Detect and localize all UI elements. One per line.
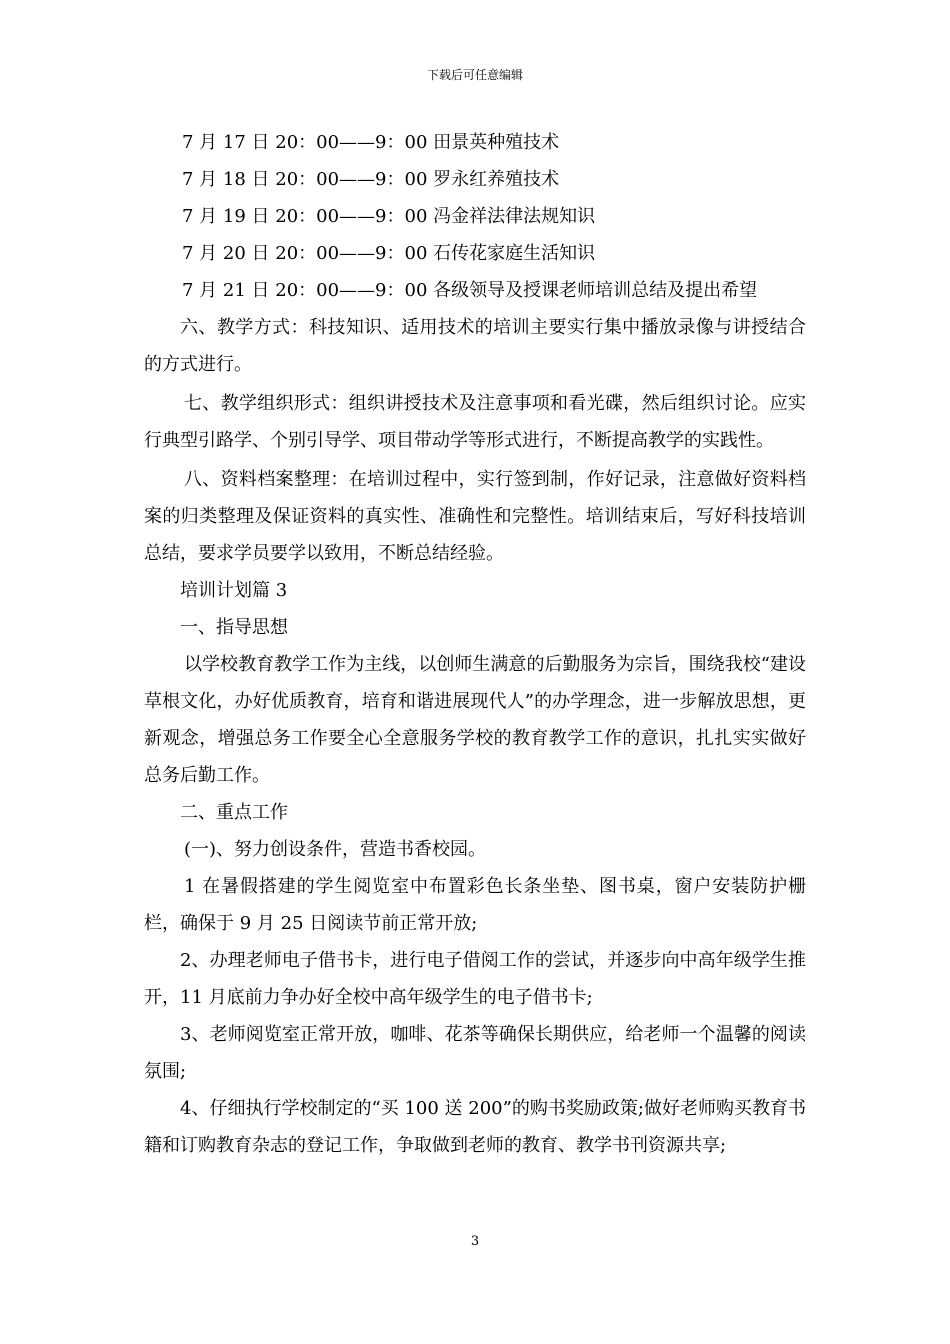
archives-paragraph: 八、资料档案整理：在培训过程中，实行签到制，作好记录，注意做好资料档案的归类整理及保证资料的真实性、准确性和完整性。培训结束后，写好科技培训总结，要求学员要学以致用，不断总结经验。 bbox=[144, 469, 806, 564]
list-item: 3、老师阅览室正常开放，咖啡、花茶等确保长期供应，给老师一个温馨的阅读氛围; bbox=[144, 1024, 806, 1082]
key-work-heading: 二、重点工作 bbox=[180, 802, 288, 823]
schedule-item: 7 月 20 日 20：00——9：00 石传花家庭生活知识 bbox=[182, 243, 596, 264]
document-body bbox=[144, 124, 806, 1164]
list-item: 2、办理老师电子借书卡，进行电子借阅工作的尝试，并逐步向中高年级学生推开，11 月底前力争办好全校中高年级学生的电子借书卡; bbox=[144, 950, 806, 1008]
list-item: 4、仔细执行学校制定的“买 100 送 200”的购书奖励政策;做好老师购买教育书籍和订购教育杂志的登记工作，争取做到老师的教育、教学书刊资源共享; bbox=[144, 1098, 806, 1156]
schedule-item: 7 月 21 日 20：00——9：00 各级领导及授课老师培训总结及提出希望 bbox=[182, 280, 758, 301]
page-number: 3 bbox=[470, 1234, 480, 1249]
schedule-item: 7 月 19 日 20：00——9：00 冯金祥法律法规知识 bbox=[182, 206, 596, 227]
plan3-title: 培训计划篇 3 bbox=[180, 580, 288, 601]
list-item: 1 在暑假搭建的学生阅览室中布置彩色长条坐垫、图书桌，窗户安装防护栅栏，确保于 9 月 25 日阅读节前正常开放; bbox=[144, 876, 806, 934]
subsection-heading: (一)、努力创设条件，营造书香校园。 bbox=[184, 839, 487, 860]
teaching-organization-paragraph: 七、教学组织形式：组织讲授技术及注意事项和看光碟，然后组织讨论。应实行典型引路学、个别引导学、项目带动学等形式进行，不断提高教学的实践性。 bbox=[144, 393, 806, 451]
schedule-item: 7 月 18 日 20：00——9：00 罗永红养殖技术 bbox=[182, 169, 560, 190]
teaching-method-paragraph: 六、教学方式：科技知识、适用技术的培训主要实行集中播放录像与讲授结合的方式进行。 bbox=[144, 317, 806, 375]
guiding-heading: 一、指导思想 bbox=[180, 617, 288, 638]
page-header: 下载后可任意编辑 bbox=[426, 68, 523, 82]
schedule-item: 7 月 17 日 20：00——9：00 田景英种殖技术 bbox=[182, 132, 560, 153]
guiding-paragraph: 以学校教育教学工作为主线，以创师生满意的后勤服务为宗旨，围绕我校“建设草根文化，办好优质教育，培育和谐进展现代人”的办学理念，进一步解放思想，更新观念，增强总务工作要全心全意服务学校的教育教学工作的意识，扎扎实实做好总务后勤工作。 bbox=[144, 654, 806, 786]
